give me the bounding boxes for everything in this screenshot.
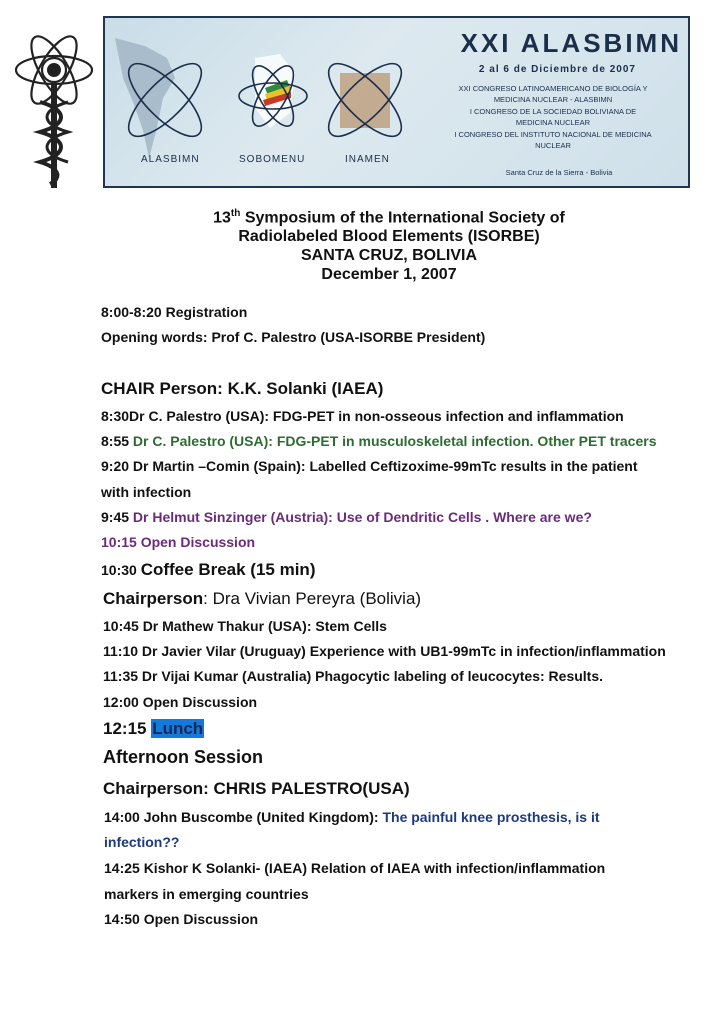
lunch-line: 12:15 Lunch xyxy=(103,719,204,738)
session-1400-cont: infection?? xyxy=(104,834,180,850)
symposium-heading xyxy=(140,204,638,284)
session-1015: 10:15 Open Discussion xyxy=(101,534,256,550)
registration-line: 8:00-8:20 Registration xyxy=(101,304,248,320)
org-label-inamen: INAMEN xyxy=(345,154,390,165)
congress-line: I CONGRESO DE LA SOCIEDAD BOLIVIANA DE MEDICINA NUCLEAR xyxy=(469,107,637,127)
atom-caduceus-logo xyxy=(10,28,98,194)
chair-heading-2: Chairperson: Dra Vivian Pereyra (Bolivia) xyxy=(103,589,422,608)
session-920: 9:20 Dr Martin –Comin (Spain): Labelled Ceftizoxime-99mTc results in the patient xyxy=(101,458,638,474)
heading-line-3: SANTA CRUZ, BOLIVIA xyxy=(301,247,477,265)
session-1135: 11:35 Dr Vijai Kumar (Australia) Phagocytic labeling of leucocytes: Results. xyxy=(103,668,604,684)
congress-line: I CONGRESO DEL INSTITUTO NACIONAL DE MEDICINA NUCLEAR xyxy=(454,130,652,150)
session-920-cont: with infection xyxy=(101,484,192,500)
coffee-break: 10:30 Coffee Break (15 min) xyxy=(101,560,316,579)
org-label-sobomenu: SOBOMENU xyxy=(239,154,306,165)
session-1045: 10:45 Dr Mathew Thakur (USA): Stem Cells xyxy=(103,618,387,634)
heading-line-1: 13th Symposium of the International Society of xyxy=(213,208,565,227)
opening-line: Opening words: Prof C. Palestro (USA-ISORBE President) xyxy=(101,329,486,345)
heading-line-4: December 1, 2007 xyxy=(321,266,457,284)
congress-banner xyxy=(103,16,690,188)
congress-line: XXI CONGRESO LATINOAMERICANO DE BIOLOGÍA Y MEDICINA NUCLEAR - ALASBIMN xyxy=(458,84,648,104)
org-label-alasbimn: ALASBIMN xyxy=(141,154,200,165)
session-1200: 12:00 Open Discussion xyxy=(103,694,258,710)
session-1425-cont: markers in emerging countries xyxy=(104,886,309,902)
chair-heading-1: CHAIR Person: K.K. Solanki (IAEA) xyxy=(101,379,384,398)
chair-heading-3: Chairperson: CHRIS PALESTRO(USA) xyxy=(103,779,410,798)
session-1425: 14:25 Kishor K Solanki- (IAEA) Relation of IAEA with infection/inflammation xyxy=(104,860,606,876)
banner-title: XXI ALASBIMN xyxy=(460,28,682,58)
lunch-highlight: Lunch xyxy=(152,719,204,738)
banner-dates: 2 al 6 de Diciembre de 2007 xyxy=(478,64,636,75)
afternoon-session-heading: Afternoon Session xyxy=(103,747,264,767)
session-830: 8:30Dr C. Palestro (USA): FDG-PET in non-osseous infection and inflammation xyxy=(101,408,624,424)
session-945: 9:45 Dr Helmut Sinzinger (Austria): Use of Dendritic Cells . Where are we? xyxy=(101,509,592,525)
session-1400: 14:00 John Buscombe (United Kingdom): The painful knee prosthesis, is it xyxy=(104,809,600,825)
session-1110: 11:10 Dr Javier Vilar (Uruguay) Experience with UB1-99mTc in infection/inflammation xyxy=(103,643,666,659)
heading-line-2: Radiolabeled Blood Elements (ISORBE) xyxy=(238,228,540,246)
session-1450: 14:50 Open Discussion xyxy=(104,911,259,927)
banner-city: Santa Cruz de la Sierra - Bolivia xyxy=(505,168,613,177)
session-855: 8:55 Dr C. Palestro (USA): FDG-PET in musculoskeletal infection. Other PET tracers xyxy=(101,433,657,449)
banner-congress-lines xyxy=(453,84,653,153)
